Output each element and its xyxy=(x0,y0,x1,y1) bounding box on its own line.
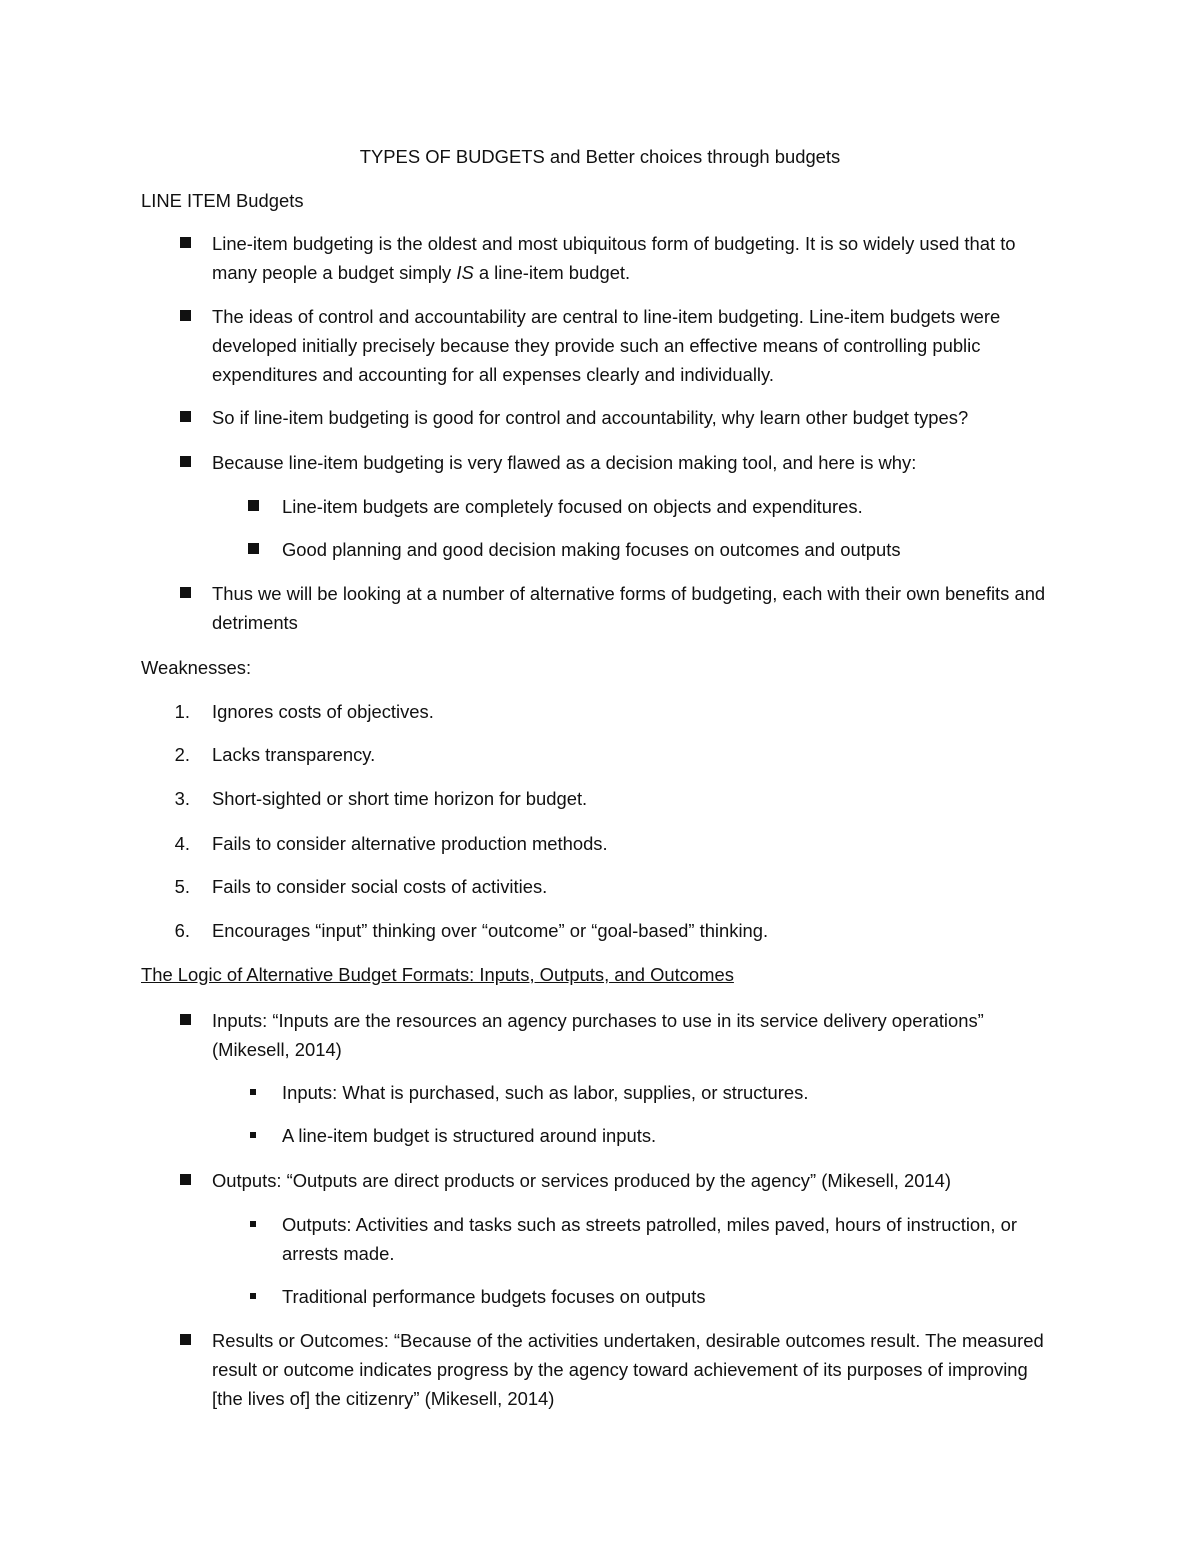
bullet-small-square-icon xyxy=(250,1221,256,1227)
bullet-square-icon xyxy=(180,411,191,422)
bullet-small-square-icon xyxy=(250,1089,256,1095)
section-heading-weaknesses: Weaknesses: xyxy=(141,657,252,678)
section-heading-logic: The Logic of Alternative Budget Formats: Inputs, Outputs, and Outcomes xyxy=(141,964,734,985)
bullet-small-square-icon xyxy=(250,1293,256,1299)
bullet-square-icon xyxy=(180,587,191,598)
bullet-square-icon xyxy=(180,456,191,467)
bullet-square-icon xyxy=(180,1014,191,1025)
section-heading-line-item: LINE ITEM Budgets xyxy=(141,190,304,211)
bullet-square-icon xyxy=(180,1334,191,1345)
bullet-square-icon xyxy=(248,543,259,554)
bullet-square-icon xyxy=(248,500,259,511)
page-title: TYPES OF BUDGETS and Better choices through budgets xyxy=(359,146,841,167)
bullet-square-icon xyxy=(180,310,191,321)
bullet-small-square-icon xyxy=(250,1132,256,1138)
bullet-square-icon xyxy=(180,237,191,248)
bullet-square-icon xyxy=(180,1174,191,1185)
document-page: TYPES OF BUDGETS and Better choices through budgets LINE ITEM Budgets Line-item budgeting is the oldest and most ubiquitous form of budgeting. It is so widely used that to many people a budget simply IS a line-item budget. The ideas of control and accountability are central to line-item budgeting. Line-item budgets were developed initially precisely because they provide such an effective means of controlling public expenditures and accounting for all expenses clearly and individually. So if line-item budgeting is good for control and accountability, why learn other budget types? Because line-item budgeting is very flawed as a decision making tool, and here is why: Line-item budgets are completely focused on objects and expenditures. Good planning and good decision making focuses on outcomes and outputs Thus we will be looking at a number of alternative forms of budgeting, each with their own benefits and detriments Weaknesses: 1. Ignores costs of objectives. 2. Lacks transparency. 3. Short-sighted or short time horizon for budget. 4. Fails to consider alternative production methods. 5. Fails to consider social costs of activities. 6. Encourages “input” thinking over “outcome” or “goal-based” thinking. The Logic of Alternative Budget Formats: Inputs, Outputs, and Outcomes Inputs: “Inputs are the resources an agency purchases to use in its service delivery operations” (Mikesell, 2014) Inputs: What is purchased, such as labor, supplies, or structures. A line-item budget is structured around inputs. Outputs: “Outputs are direct products or services produced by the agency” (Mikesell, 2014) Outputs: Activities and tasks such as streets patrolled, miles paved, hours of instruction, or arrests made. Traditional performance budgets focuses on outputs Results or Outcomes: “Because of the activities undertaken, desirable outcomes result. The measured result or outcome indicates progress by the agency toward achievement of its purposes of improving [the lives of] the citizenry” (Mikesell, 2014) xyxy=(0,0,1200,1553)
